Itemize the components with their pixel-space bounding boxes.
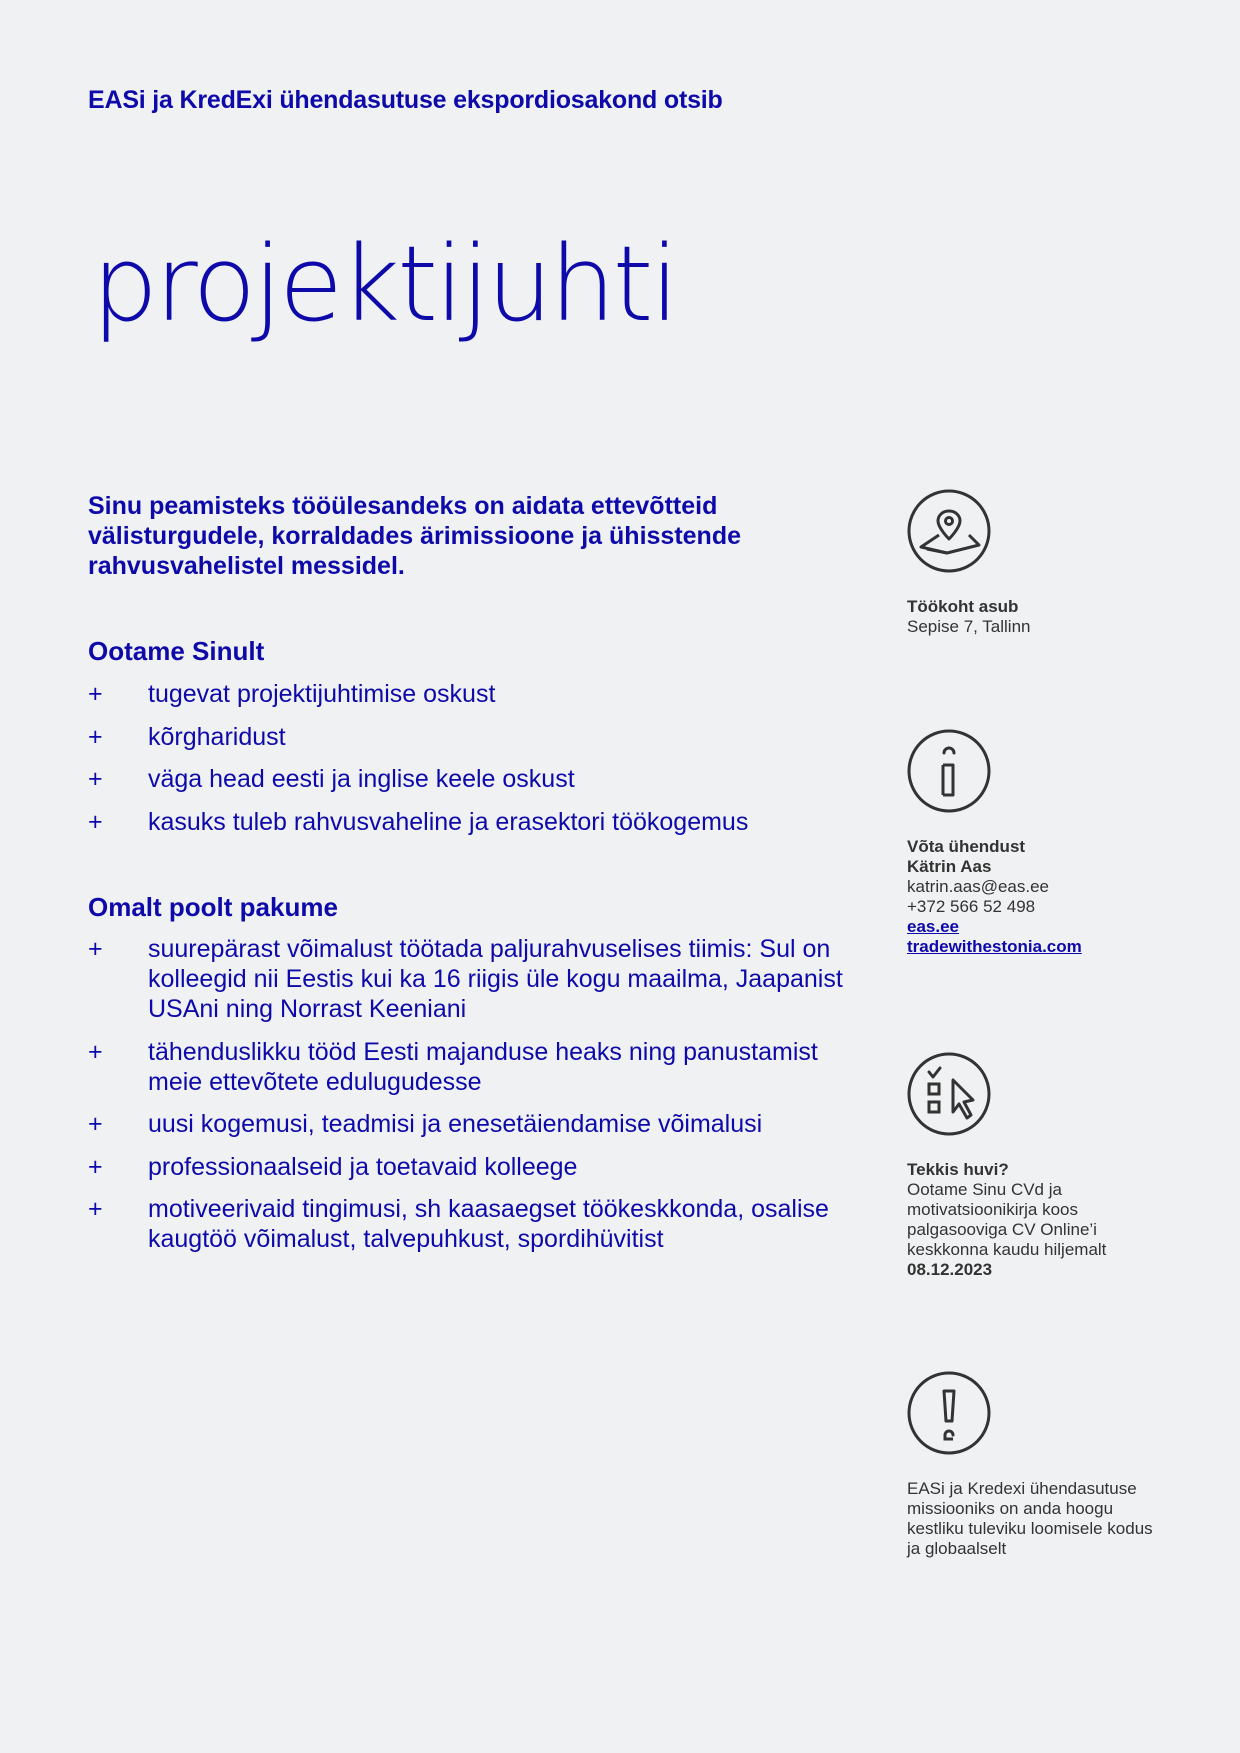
location-map-icon [907, 489, 991, 573]
apply-text: Ootame Sinu CVd ja motivatsioonikirja koos palgasooviga CV Online’i keskkonna kaudu hiljemalt [907, 1180, 1107, 1259]
location-block [907, 489, 1167, 637]
contact-name: Kätrin Aas [907, 857, 992, 876]
list-item-text: suurepärast võimalust töötada paljurahvuselises tiimis: Sul on kolleegid nii Eestis kui ka 16 riigis üle kogu maailma, Jaapanist USAni ning Norrast Keeniani [148, 935, 843, 1023]
apply-block [907, 1052, 1167, 1280]
mission-block [907, 1371, 1167, 1559]
list-item [88, 764, 868, 794]
apply-deadline: 08.12.2023 [907, 1260, 993, 1279]
lead-paragraph: Sinu peamisteks tööülesandeks on aidata ettevõtteid välisturgudele, korraldades ärimissioone ja ühisstende rahvusvahelistel messidel. [88, 492, 742, 580]
intro-text: EASi ja KredExi ühendasutuse ekspordiosakond otsib [88, 86, 723, 114]
plus-bullet: + [88, 1195, 103, 1223]
requirements-list [88, 679, 868, 849]
location-value: Sepise 7, Tallinn [907, 617, 1031, 636]
list-item-text: kõrgharidust [148, 722, 286, 751]
list-item-text: kasuks tuleb rahvusvaheline ja erasektori töökogemus [148, 807, 749, 836]
list-item-text: uusi kogemusi, teadmisi ja enesetäiendamise võimalusi [148, 1110, 763, 1138]
plus-bullet: + [88, 935, 103, 963]
mission-text: EASi ja Kredexi ühendasutuse missiooniks on anda hoogu kestliku tuleviku loomisele kodus ja globaalselt [907, 1479, 1153, 1558]
exclamation-icon [907, 1371, 991, 1455]
contact-phone: +372 566 52 498 [907, 897, 1036, 916]
list-item [88, 1109, 868, 1139]
offer-list [88, 934, 868, 1267]
plus-bullet: + [88, 807, 103, 836]
info-icon [907, 729, 991, 813]
plus-bullet: + [88, 722, 103, 751]
checklist-cursor-icon [907, 1052, 991, 1136]
plus-bullet: + [88, 765, 103, 793]
contact-email: katrin.aas@eas.ee [907, 877, 1050, 896]
list-item [88, 1152, 868, 1182]
location-label: Töökoht asub [907, 597, 1019, 616]
plus-bullet: + [88, 680, 103, 708]
plus-bullet: + [88, 1037, 103, 1066]
list-item-text: tähenduslikku tööd Eesti majanduse heaks ning panustamist meie ettevõtete edulugudesse [148, 1037, 818, 1096]
offer-title: Omalt poolt pakume [88, 892, 338, 922]
list-item [88, 679, 868, 709]
contact-block [907, 729, 1167, 957]
list-item-text: väga head eesti ja inglise keele oskust [148, 765, 575, 793]
list-item [88, 807, 868, 837]
tradewithestonia-link[interactable]: tradewithestonia.com [907, 937, 1082, 956]
list-item-text: professionaalseid ja toetavaid kolleege [148, 1152, 578, 1181]
list-item [88, 934, 868, 1024]
list-item [88, 1037, 868, 1097]
contact-label: Võta ühendust [907, 837, 1026, 856]
list-item [88, 1194, 868, 1254]
apply-label: Tekkis huvi? [907, 1160, 1009, 1179]
list-item [88, 722, 868, 752]
list-item-text: tugevat projektijuhtimise oskust [148, 680, 496, 708]
plus-bullet: + [88, 1110, 103, 1138]
eas-link[interactable]: eas.ee [907, 917, 959, 936]
page-title: projektijuhti [92, 223, 677, 345]
list-item-text: motiveerivaid tingimusi, sh kaasaegset töökeskkonda, osalise kaugtöö võimalust, talvepuhkust, spordihüvitist [148, 1195, 829, 1253]
plus-bullet: + [88, 1152, 103, 1181]
requirements-title: Ootame Sinult [88, 636, 265, 666]
